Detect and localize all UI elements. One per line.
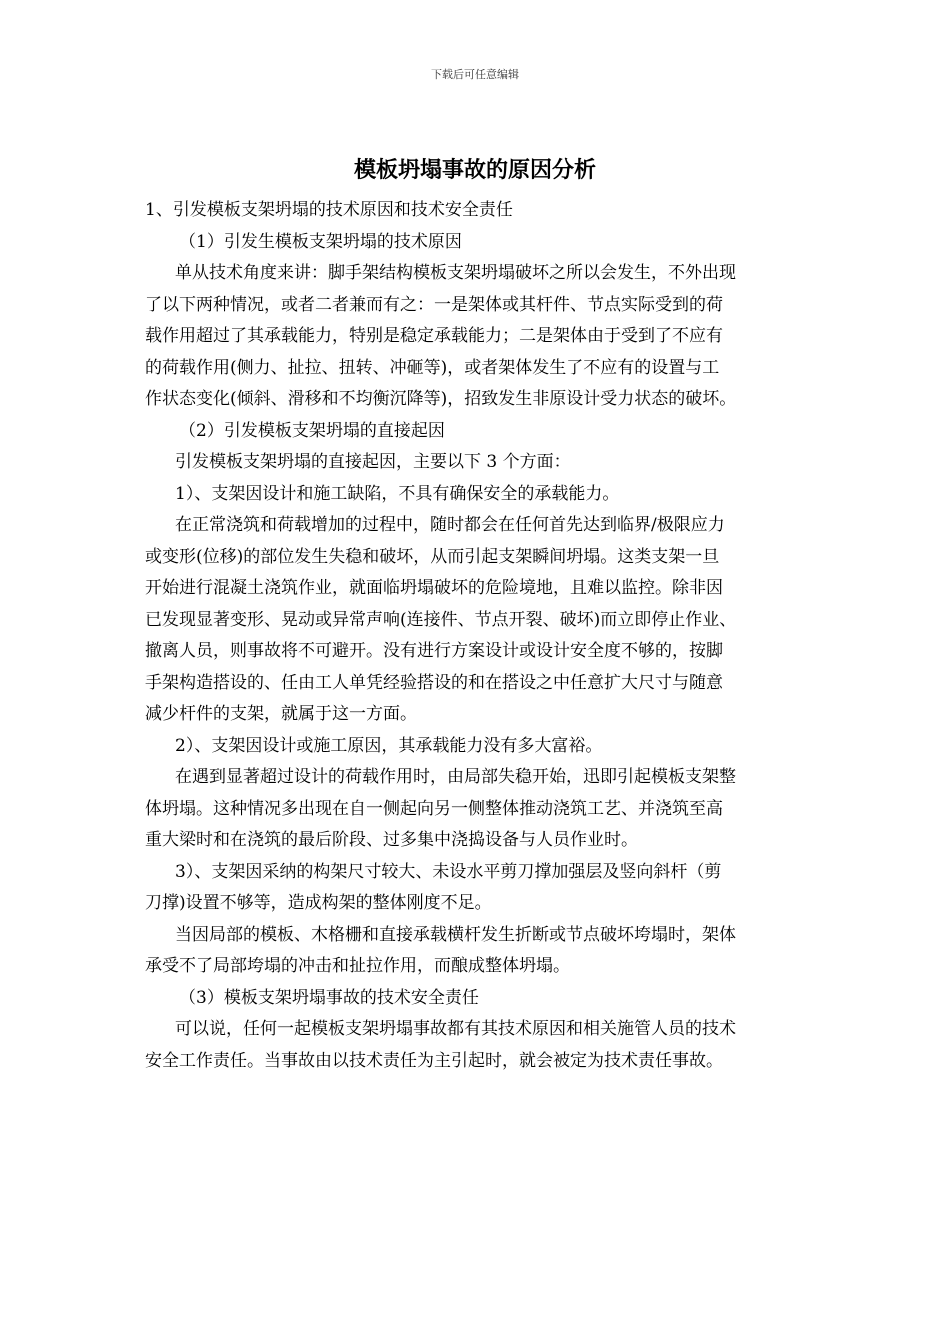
paragraph-line: 安全工作责任。当事故由以技术责任为主引起时，就会被定为技术责任事故。 <box>145 1050 723 1071</box>
paragraph-line: 可以说，任何一起模板支架坍塌事故都有其技术原因和相关施管人员的技术 <box>175 1019 736 1039</box>
paragraph-line: 1）、支架因设计和施工缺陷，不具有确保安全的承载能力。 <box>175 483 620 504</box>
paragraph-line: 了以下两种情况，或者二者兼而有之：一是架体或其杆件、节点实际受到的荷 <box>145 294 723 315</box>
paragraph-line: 重大梁时和在浇筑的最后阶段、过多集中浇捣设备与人员作业时。 <box>145 830 638 850</box>
header-note: 下载后可任意编辑 <box>431 68 519 81</box>
section-heading: 1、引发模板支架坍塌的技术原因和技术安全责任 <box>145 200 513 220</box>
paragraph <box>145 479 825 511</box>
paragraph-line: 作状态变化(倾斜、滑移和不均衡沉降等)，招致发生非原设计受力状态的破坏。 <box>145 389 737 409</box>
paragraph-line: 开始进行混凝土浇筑作业，就面临坍塌破坏的危险境地，且难以监控。除非因 <box>145 578 723 598</box>
paragraph-line: 减少杆件的支架，就属于这一方面。 <box>145 704 417 724</box>
paragraph-line: 刀撑)设置不够等，造成构架的整体刚度不足。 <box>145 893 492 913</box>
paragraph <box>145 857 825 920</box>
paragraph-line: 当因局部的模板、木格栅和直接承载横杆发生折断或节点破坏垮塌时，架体 <box>175 924 736 945</box>
paragraph-line: 或变形(位移)的部位发生失稳和破坏，从而引起支架瞬间坍塌。这类支架一旦 <box>145 546 720 567</box>
paragraph <box>145 258 825 416</box>
paragraph-line: 手架构造搭设的、任由工人单凭经验搭设的和在搭设之中任意扩大尺寸与随意 <box>145 672 723 693</box>
paragraph <box>145 510 825 731</box>
paragraph-line: 载作用超过了其承载能力，特别是稳定承载能力；二是架体由于受到了不应有 <box>145 326 723 346</box>
paragraph-line: 体坍塌。这种情况多出现在自一侧起向另一侧整体推动浇筑工艺、并浇筑至高 <box>145 798 723 819</box>
paragraph-line: 在遇到显著超过设计的荷载作用时，由局部失稳开始，迅即引起模板支架整 <box>175 767 736 787</box>
paragraph-line: 2）、支架因设计或施工原因，其承载能力没有多大富裕。 <box>175 735 603 756</box>
subsection-heading: （3）模板支架坍塌事故的技术安全责任 <box>179 987 479 1008</box>
paragraph-line: 撤离人员，则事故将不可避开。没有进行方案设计或设计安全度不够的，按脚 <box>145 641 723 661</box>
paragraph-line: 引发模板支架坍塌的直接起因，主要以下 3 个方面： <box>175 452 571 472</box>
paragraph-line: 3）、支架因采纳的构架尺寸较大、未设水平剪刀撑加强层及竖向斜杆（剪 <box>175 861 722 882</box>
paragraph <box>145 731 825 763</box>
paragraph <box>145 920 825 983</box>
document-title: 模板坍塌事故的原因分析 <box>353 157 596 183</box>
paragraph-line: 承受不了局部垮塌的冲击和扯拉作用，而酿成整体坍塌。 <box>145 956 570 976</box>
paragraph <box>145 762 825 857</box>
subsection-heading: （1）引发生模板支架坍塌的技术原因 <box>179 231 462 252</box>
subsection-heading: （2）引发模板支架坍塌的直接起因 <box>179 420 445 441</box>
paragraph <box>145 1014 825 1077</box>
paragraph-line: 在正常浇筑和荷载增加的过程中，随时都会在任何首先达到临界/极限应力 <box>175 515 725 535</box>
paragraph <box>145 447 825 479</box>
document-body <box>145 195 825 1077</box>
paragraph-line: 已发现显著变形、晃动或异常声响(连接件、节点开裂、破坏)而立即停止作业、 <box>145 609 737 630</box>
paragraph-line: 的荷载作用(侧力、扯拉、扭转、冲砸等)，或者架体发生了不应有的设置与工 <box>145 357 720 378</box>
paragraph-line: 单从技术角度来讲：脚手架结构模板支架坍塌破坏之所以会发生，不外出现 <box>175 263 736 283</box>
